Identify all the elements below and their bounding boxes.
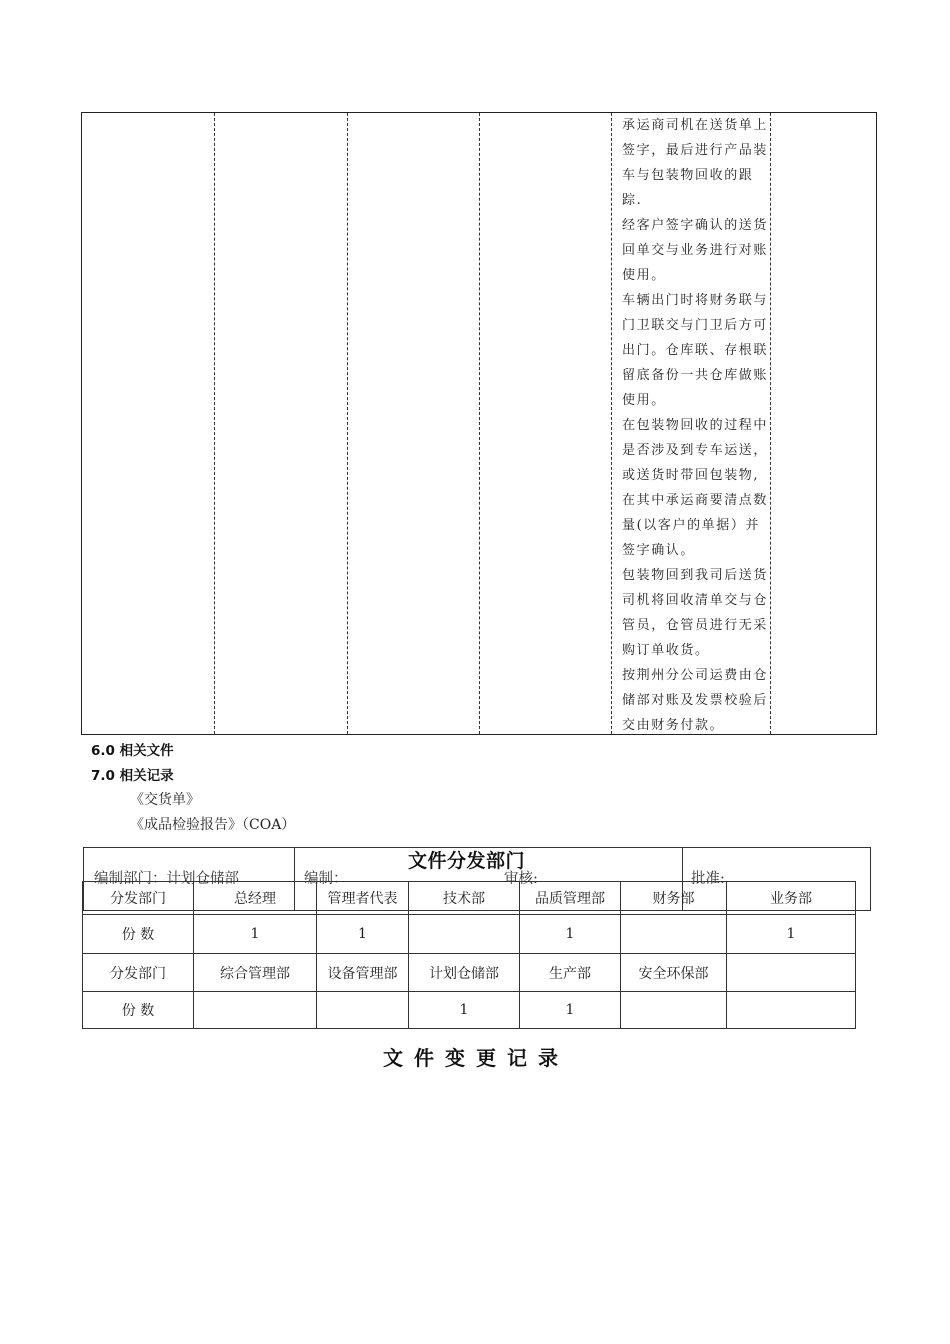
table-cell: 1 <box>409 992 520 1029</box>
table-cell: 1 <box>727 915 856 954</box>
table-row <box>83 992 856 1029</box>
table-cell: 分发部门 <box>83 882 194 915</box>
table-cell: 综合管理部 <box>194 954 317 992</box>
table-cell: 技术部 <box>409 882 520 915</box>
description-paragraph: 在包装物回收的过程中是否涉及到专车运送，或送货时带回包装物,在其中承运商要清点数量(以客户的单据）并签字确认。 <box>622 418 769 558</box>
table-row <box>83 954 856 992</box>
distribution-title: 文件分发部门 <box>408 850 526 872</box>
table-cell <box>317 992 409 1029</box>
table-cell: 份 数 <box>83 915 194 954</box>
approver-label: 批准: <box>691 871 725 887</box>
table-cell: 1 <box>317 915 409 954</box>
record-item: 《成品检验报告》（COA） <box>130 817 296 833</box>
column-divider <box>347 113 348 734</box>
table-cell: 份 数 <box>83 992 194 1029</box>
table-cell: 总经理 <box>194 882 317 915</box>
compiling-dept: 编制部门：计划仓储部 <box>94 871 239 887</box>
description-paragraph: 承运商司机在送货单上签字，最后进行产品装车与包装物回收的跟踪. <box>622 118 769 208</box>
related-docs-heading: 6.0 相关文件 <box>91 743 174 759</box>
table-cell: 分发部门 <box>83 954 194 992</box>
distribution-table <box>82 881 856 1029</box>
description-paragraph: 包装物回到我司后送货司机将回收清单交与仓管员，仓管员进行无采购订单收货。 <box>622 568 769 658</box>
table-cell: 1 <box>520 915 621 954</box>
related-records-heading: 7.0 相关记录 <box>91 768 174 784</box>
table-cell: 1 <box>520 992 621 1029</box>
column-divider <box>479 113 480 734</box>
table-cell: 安全环保部 <box>621 954 727 992</box>
change-record-title: 文件变更记录 <box>383 1046 569 1070</box>
column-divider <box>770 113 771 734</box>
editor-label: 编制： <box>304 871 348 887</box>
table-cell: 财务部 <box>621 882 727 915</box>
table-cell: 生产部 <box>520 954 621 992</box>
table-cell: 设备管理部 <box>317 954 409 992</box>
column-divider <box>214 113 215 734</box>
description-paragraph: 经客户签字确认的送货回单交与业务进行对账使用。 <box>622 218 769 283</box>
table-cell <box>194 992 317 1029</box>
description-paragraph: 车辆出门时将财务联与门卫联交与门卫后方可出门。仓库联、存根联留底备份一共仓库做账使用。 <box>622 293 769 408</box>
table-cell <box>727 992 856 1029</box>
record-item: 《交货单》 <box>130 792 200 808</box>
reviewer-label: 审核: <box>504 871 538 887</box>
table-cell <box>621 915 727 954</box>
description-paragraph: 按荆州分公司运费由仓储部对账及发票校验后交由财务付款。 <box>622 668 769 733</box>
table-row <box>83 915 856 954</box>
column-divider <box>611 113 612 734</box>
table-cell <box>727 954 856 992</box>
table-cell <box>409 915 520 954</box>
table-cell <box>621 992 727 1029</box>
table-cell: 计划仓储部 <box>409 954 520 992</box>
table-cell: 管理者代表 <box>317 882 409 915</box>
table-cell: 业务部 <box>727 882 856 915</box>
table-cell: 1 <box>194 915 317 954</box>
process-table <box>81 112 877 735</box>
description-column <box>622 113 770 738</box>
table-cell: 品质管理部 <box>520 882 621 915</box>
table-row <box>83 882 856 915</box>
